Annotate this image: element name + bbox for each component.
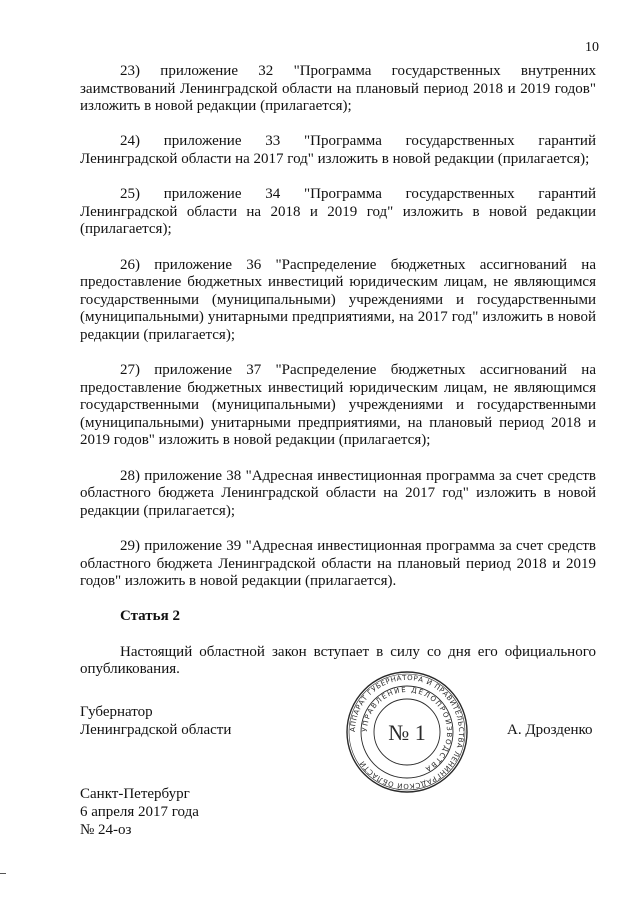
signatory-name: А. Дрозденко — [507, 722, 593, 738]
official-seal-stamp — [345, 670, 469, 794]
margin-mark — [0, 873, 6, 874]
signature-title-line2: Ленинградской области — [80, 722, 232, 738]
city: Санкт-Петербург — [80, 786, 190, 802]
place-date-block — [80, 785, 199, 839]
seal-inner-text: УПРАВЛЕНИЕ ДЕЛОПРОИЗВОДСТВА — [360, 685, 454, 774]
article-heading: Статья 2 — [120, 608, 180, 625]
signature-title — [80, 703, 231, 739]
list-item-23: 23) приложение 32 "Программа государственных внутренних заимствований Ленинградской области на плановый период 2018 и 2019 годов" изложить в новой редакции (прилагается); — [80, 63, 596, 115]
law-date: 6 апреля 2017 года — [80, 804, 199, 820]
list-item-29: 29) приложение 39 "Адресная инвестиционная программа за счет средств областного бюджета Ленинградской области на плановый период 2018 и 2019 годов" изложить в новой редакции (прилагается). — [80, 538, 596, 590]
article-text: Настоящий областной закон вступает в силу со дня его официального опубликования. — [80, 643, 596, 678]
list-item-26: 26) приложение 36 "Распределение бюджетных ассигнований на предоставление бюджетных инвестиций юридическим лицам, не являющимся государственными (муниципальными) учреждениями и государственными (муниципальными) унитарными предприятиями, на 2017 год" изложить в новой редакции (прилагается); — [80, 256, 596, 343]
document-body — [80, 63, 596, 696]
list-item-25: 25) приложение 34 "Программа государственных гарантий Ленинградской области на 2018 и 2019 год" изложить в новой редакции (прилагается); — [80, 186, 596, 238]
page-number: 10 — [585, 40, 599, 55]
seal-outer-text: АППАРАТ ГУБЕРНАТОРА И ПРАВИТЕЛЬСТВА ЛЕНИНГРАДСКОЙ ОБЛАСТИ — [348, 673, 466, 791]
list-item-24: 24) приложение 33 "Программа государственных гарантий Ленинградской области на 2017 год" изложить в новой редакции (прилагается); — [80, 133, 596, 167]
list-item-28: 28) приложение 38 "Адресная инвестиционная программа за счет средств областного бюджета Ленинградской области на 2017 год" изложить в новой редакции (прилагается); — [80, 467, 596, 519]
law-number: № 24-оз — [80, 822, 132, 838]
seal-number: № 1 — [388, 720, 426, 745]
list-item-27: 27) приложение 37 "Распределение бюджетных ассигнований на предоставление бюджетных инвестиций юридическим лицам, не являющимся государственными (муниципальными) учреждениями и государственными (муниципальными) унитарными предприятиями, на плановый период 2018 и 2019 годов" изложить в новой редакции (прилагается); — [80, 362, 596, 449]
signature-title-line1: Губернатор — [80, 704, 153, 720]
